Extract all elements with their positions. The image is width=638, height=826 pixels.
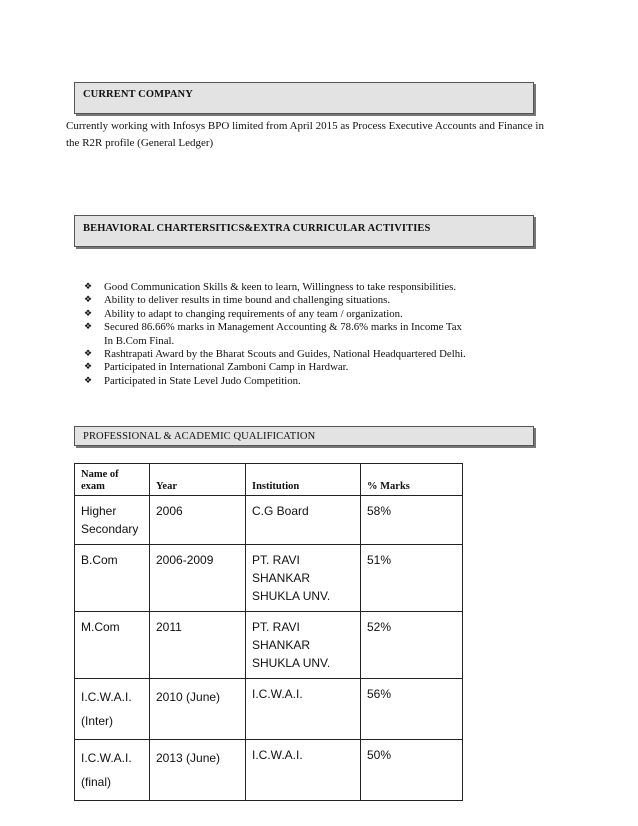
header-year: Year xyxy=(150,464,246,496)
header-name-of-exam: Name of exam xyxy=(75,464,150,496)
header-marks: % Marks xyxy=(361,464,463,496)
cell-marks: 58% xyxy=(361,496,463,545)
list-item: ❖ Rashtrapati Award by the Bharat Scouts and Guides, National Headquartered Delhi. xyxy=(84,348,466,361)
list-item: ❖ Secured 86.66% marks in Management Accounting & 78.6% marks in Income Tax xyxy=(84,321,462,334)
list-item: ❖ Ability to deliver results in time bound and challenging situations. xyxy=(84,294,391,307)
list-item: ❖ Ability to adapt to changing requirements of any team / organization. xyxy=(84,307,403,320)
behavioral-heading: BEHAVIORAL CHARTERSITICS&EXTRA CURRICULAR ACTIVITIES xyxy=(83,223,431,234)
current-company-description: Currently working with Infosys BPO limited from April 2015 as Process Executive Accounts and Finance in the R2R profile (General Ledger) xyxy=(66,120,544,149)
cell-marks: 56% xyxy=(361,679,463,740)
qualification-heading-box xyxy=(74,426,534,446)
cell-institution: I.C.W.A.I. xyxy=(246,679,361,740)
table-row xyxy=(75,545,463,612)
list-item-continuation: In B.Com Final. xyxy=(104,334,175,347)
cell-exam: I.C.W.A.I. (final) xyxy=(75,740,150,801)
cell-institution: PT. RAVI SHANKAR SHUKLA UNV. xyxy=(246,612,361,679)
current-company-heading: CURRENT COMPANY xyxy=(83,89,193,100)
diamond-bullet-icon: ❖ xyxy=(84,362,93,373)
table-row xyxy=(75,679,463,740)
cell-institution: PT. RAVI SHANKAR SHUKLA UNV. xyxy=(246,545,361,612)
list-item: ❖ Participated in State Level Judo Competition. xyxy=(84,374,301,387)
cell-exam: B.Com xyxy=(75,545,150,612)
table-row xyxy=(75,740,463,801)
diamond-bullet-icon: ❖ xyxy=(84,295,93,306)
qualification-heading: PROFESSIONAL & ACADEMIC QUALIFICATION xyxy=(83,431,316,442)
behavioral-list xyxy=(84,281,466,388)
diamond-bullet-icon: ❖ xyxy=(84,282,93,292)
cell-marks: 52% xyxy=(361,612,463,679)
current-company-heading-box xyxy=(74,82,534,114)
diamond-bullet-icon: ❖ xyxy=(84,349,93,360)
cell-exam: Higher Secondary xyxy=(75,496,150,545)
cell-institution: I.C.W.A.I. xyxy=(246,740,361,801)
header-institution: Institution xyxy=(246,464,361,496)
table-header-row xyxy=(75,464,463,496)
cell-year: 2013 (June) xyxy=(150,740,246,801)
diamond-bullet-icon: ❖ xyxy=(84,308,93,319)
cell-year: 2010 (June) xyxy=(150,679,246,740)
list-item: ❖ Participated in International Zamboni Camp in Hardwar. xyxy=(84,361,349,374)
cell-exam: M.Com xyxy=(75,612,150,679)
qualification-table xyxy=(74,463,463,801)
cell-exam: I.C.W.A.I. (Inter) xyxy=(75,679,150,740)
cell-year: 2011 xyxy=(150,612,246,679)
cell-marks: 51% xyxy=(361,545,463,612)
behavioral-heading-box xyxy=(74,215,534,247)
cell-institution: C.G Board xyxy=(246,496,361,545)
cell-year: 2006 xyxy=(150,496,246,545)
table-row xyxy=(75,612,463,679)
cell-marks: 50% xyxy=(361,740,463,801)
table-row xyxy=(75,496,463,545)
cell-year: 2006-2009 xyxy=(150,545,246,612)
diamond-bullet-icon: ❖ xyxy=(84,322,93,333)
diamond-bullet-icon: ❖ xyxy=(84,375,93,386)
list-item: ❖ Good Communication Skills & keen to learn, Willingness to take responsibilities. xyxy=(84,281,457,293)
